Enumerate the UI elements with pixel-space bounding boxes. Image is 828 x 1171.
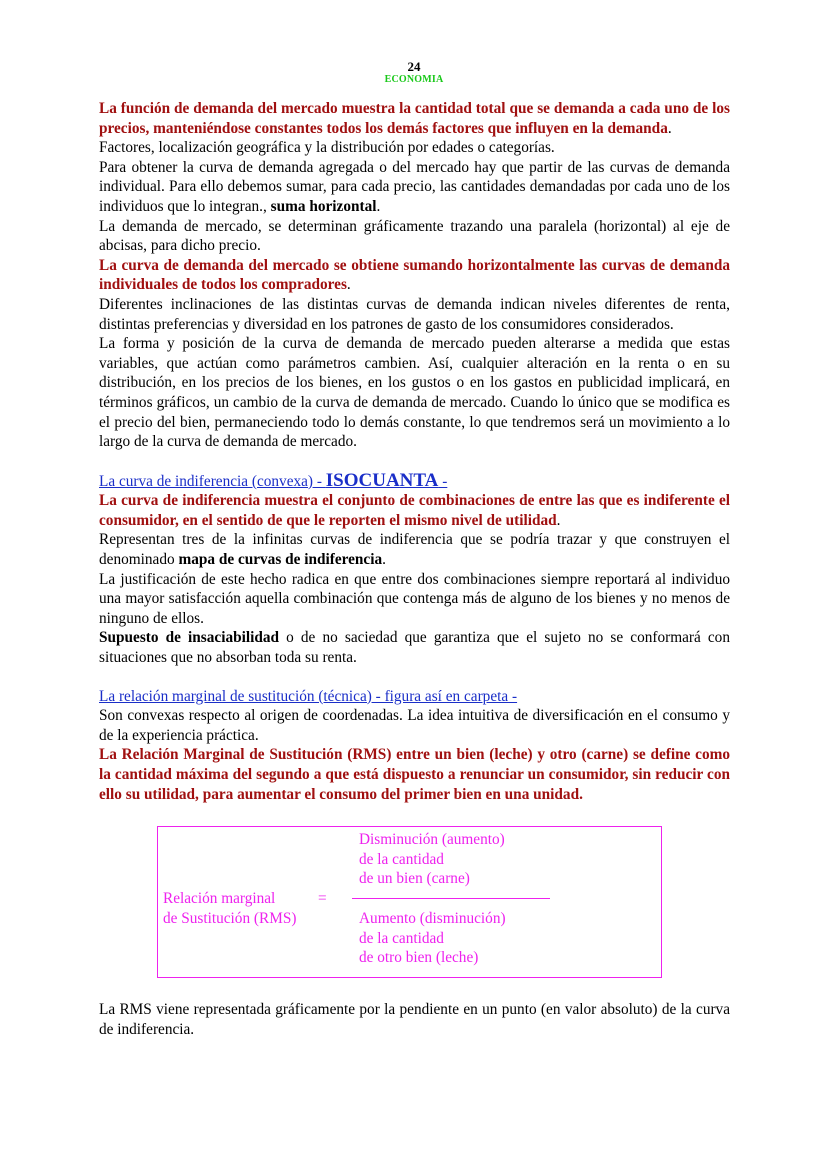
rms-formula-box: [157, 826, 662, 978]
paragraph-justification: La justificación de este hecho radica en que entre dos combinaciones siempre reportará al individuo una mayor satisfacción aquella combinación que contenga más de alguno de los bienes y no menos de ninguno de ellos.: [99, 570, 730, 627]
definition-market-curve: La curva de demanda del mercado se obtiene sumando horizontalmente las curvas de demanda individuales de todos los compradores.: [99, 256, 730, 294]
paragraph-insatiability: [99, 628, 730, 667]
heading-indifference-tail: -: [438, 472, 448, 490]
numerator-line: de un bien (carne): [359, 870, 470, 888]
subject-label: ECONOMIA: [384, 74, 444, 85]
denominator-line: de la cantidad: [359, 929, 444, 947]
heading-indifference-text: La curva de indiferencia (convexa) -: [99, 472, 326, 490]
isocuanta-label: ISOCUANTA: [325, 469, 439, 491]
paragraph-convex: Son convexas respecto al origen de coordenadas. La idea intuitiva de diversificación en el consumo y de la experiencia práctica.: [99, 707, 730, 744]
paragraph-aggregate-demand: Para obtener la curva de demanda agregada o del mercado hay que partir de las curvas de demanda individual. Para ello debemos sumar, para cada precio, las cantidades demandadas por cada uno de los individuos que lo integran., suma horizontal.: [99, 158, 730, 215]
market-curve-text: La curva de demanda del mercado se obtiene sumando horizontalmente las curvas de demanda individuales de todos los compradores: [99, 256, 730, 294]
map-text: Representan tres de la infinitas curvas de indiferencia que se podría trazar y que construyen el denominado: [99, 531, 730, 569]
denominator-line: de otro bien (leche): [359, 949, 479, 967]
page-number: 24: [407, 59, 421, 74]
paragraph-factors: Factores, localización geográfica y la distribución por edades o categorías.: [99, 139, 555, 157]
insatiability-text: o de no saciedad que garantiza que el sujeto no se conformará con situaciones que no absorban toda su renta.: [99, 629, 730, 667]
denominator-line: Aumento (disminución): [359, 910, 506, 928]
lhs-line: de Sustitución (RMS): [163, 909, 297, 927]
indifference-map-term: mapa de curvas de indiferencia: [178, 551, 383, 569]
formula-denominator: [359, 909, 506, 968]
definition-demand-text: La función de demanda del mercado muestra la cantidad total que se demanda a cada uno de los precios, manteniéndose constantes todos los demás factores que influyen en la demanda: [99, 100, 730, 137]
lhs-line: Relación marginal: [163, 890, 276, 908]
equals-sign: =: [318, 890, 327, 908]
formula-numerator: [359, 830, 505, 889]
numerator-line: de la cantidad: [359, 850, 444, 868]
paragraph-rms-graphical: La RMS viene representada gráficamente por la pendiente en un punto (en valor absoluto) de la curva de indiferencia.: [99, 1001, 730, 1038]
heading-rms[interactable]: La relación marginal de sustitución (técnica) - figura así en carpeta -: [99, 687, 518, 705]
aggregate-demand-text: Para obtener la curva de demanda agregada o del mercado hay que partir de las curvas de demanda individual. Para ello debemos sumar, para cada precio, las cantidades demandadas por cada uno de los individuos que lo integran.,: [99, 158, 730, 215]
insatiability-term: Supuesto de insaciabilidad: [99, 629, 280, 647]
horizontal-sum-term: suma horizontal: [270, 197, 377, 215]
definition-indifference: La curva de indiferencia muestra el conjunto de combinaciones de entre las que es indiferente el consumidor, en el sentido de que le reporten el mismo nivel de utilidad.: [99, 492, 730, 529]
page-content: [99, 99, 730, 1039]
paragraph-map: Representan tres de la infinitas curvas de indiferencia que se podría trazar y que construyen el denominado mapa de curvas de indiferencia.: [99, 531, 730, 569]
definition-rms: La Relación Marginal de Sustitución (RMS) entre un bien (leche) y otro (carne) se define como la cantidad máxima del segundo a que está dispuesto a renunciar un consumidor, sin reducir con ello su utilidad, para aumentar el consumo del primer bien en una unidad.: [99, 746, 730, 803]
paragraph-graphical: La demanda de mercado, se determinan gráficamente trazando una paralela (horizontal) al eje de abcisas, para dicho precio.: [99, 217, 730, 255]
fraction-bar: [352, 898, 550, 899]
numerator-line: Disminución (aumento): [359, 831, 505, 849]
definition-indifference-text: La curva de indiferencia muestra el conjunto de combinaciones de entre las que es indiferente el consumidor, en el sentido de que le reporten el mismo nivel de utilidad: [99, 492, 730, 529]
formula-lhs: [163, 889, 296, 928]
heading-indifference-curve[interactable]: [99, 471, 730, 492]
paragraph-inclinations: Diferentes inclinaciones de las distintas curvas de demanda indican niveles diferentes de renta, distintas preferencias y diversidad en los patrones de gasto de los consumidores considerados.: [99, 295, 730, 333]
definition-demand: La función de demanda del mercado muestra la cantidad total que se demanda a cada uno de los precios, manteniéndose constantes todos los demás factores que influyen en la demanda.: [99, 100, 730, 137]
paragraph-shape-position: La forma y posición de la curva de demanda de mercado pueden alterarse a medida que estas variables, que actúan como parámetros cambien. Así, cualquier alteración en la renta o en su distribución, en los precios de los bienes, en los gustos o en los gastos en publicidad implicará, en términos gráficos, un cambio de la curva de demanda de mercado. Cuando lo único que se modifica es el precio del bien, permaneciendo todo lo demás constante, lo que tendremos será un movimiento a lo largo de la curva de demanda de mercado.: [99, 335, 730, 451]
page-header: [0, 60, 828, 86]
